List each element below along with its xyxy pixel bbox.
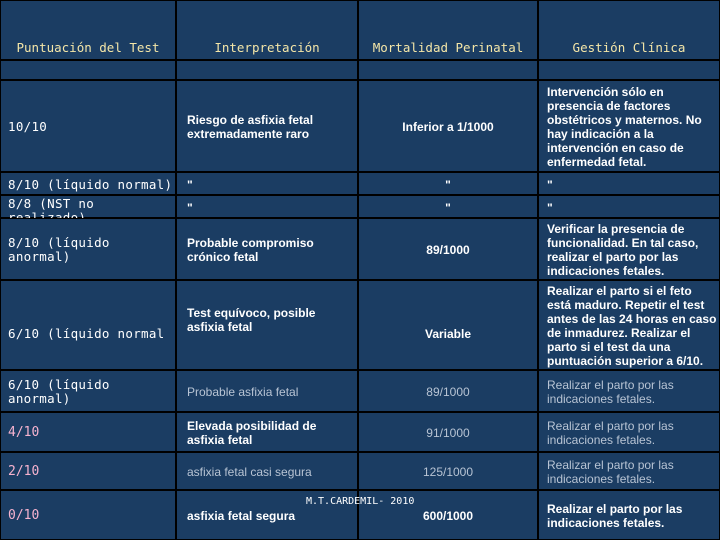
management-cell	[538, 412, 720, 452]
mortality-cell	[358, 172, 538, 195]
management-cell	[538, 172, 720, 195]
score-cell	[0, 218, 176, 280]
management-cell	[538, 80, 720, 172]
management-cell-text: Realizar el parto por las indicaciones fetales.	[547, 458, 674, 486]
management-cell-text: Intervención sólo en presencia de factores obstétricos y maternos. No hay indicación a la intervención en caso de enfermedad fetal.	[547, 85, 702, 169]
interpretation-cell	[176, 218, 358, 280]
management-cell	[538, 452, 720, 490]
management-cell	[538, 218, 720, 280]
score-cell-text: 8/10 (líquido normal)	[8, 176, 173, 192]
interpretation-cell-text: "	[187, 177, 193, 192]
header-mortality-label: Mortalidad Perinatal	[372, 40, 524, 55]
score-cell	[0, 280, 176, 370]
mortality-cell-text: "	[445, 177, 451, 192]
score-cell	[0, 195, 176, 218]
header-management	[538, 0, 720, 60]
mortality-cell	[358, 412, 538, 452]
score-cell	[0, 172, 176, 195]
header-score	[0, 0, 176, 60]
score-cell	[0, 412, 176, 452]
management-cell-text: Realizar el parto por las indicaciones fetales.	[547, 502, 683, 530]
score-cell-text: 0/10	[8, 508, 40, 523]
header-mortality	[358, 0, 538, 60]
interpretation-cell-text: asfixia fetal casi segura	[187, 465, 312, 479]
score-cell-text: 10/10	[8, 119, 48, 134]
mortality-cell-text: Inferior a 1/1000	[402, 120, 494, 134]
header-interpretation-label: Interpretación	[214, 40, 320, 55]
header-spacer	[358, 60, 538, 80]
score-cell-text: 8/8 (NST no	[8, 196, 95, 211]
mortality-cell-text: Variable	[424, 327, 472, 341]
score-cell-text: 4/10	[8, 425, 40, 440]
interpretation-cell-text: Test equívoco, posible asfixia fetal	[187, 306, 316, 334]
score-cell	[0, 490, 176, 540]
score-cell	[0, 80, 176, 172]
header-spacer	[538, 60, 720, 80]
interpretation-cell	[176, 195, 358, 218]
interpretation-cell-text: Probable compromiso crónico fetal	[187, 236, 314, 264]
mortality-cell	[358, 80, 538, 172]
management-cell	[538, 280, 720, 370]
header-interpretation	[176, 0, 358, 60]
score-cell-text: 2/10	[8, 464, 40, 479]
management-cell-text: "	[547, 177, 553, 192]
mortality-cell	[358, 452, 538, 490]
mortality-cell-text: 89/1000	[426, 243, 470, 257]
interpretation-cell	[176, 412, 358, 452]
mortality-cell-text: 125/1000	[422, 465, 474, 479]
mortality-cell-text: "	[445, 200, 451, 215]
header-management-label: Gestión Clínica	[572, 40, 686, 55]
score-cell	[0, 370, 176, 412]
mortality-cell-text: 89/1000	[426, 385, 470, 399]
interpretation-cell-text: asfixia fetal segura	[187, 509, 296, 523]
footer-credit: M.T.CARDEMIL- 2010	[306, 496, 415, 507]
score-cell	[0, 452, 176, 490]
score-cell-text: 6/10 (líquido anormal)	[8, 377, 110, 406]
mortality-cell	[358, 195, 538, 218]
management-cell-text: Realizar el parto si el feto está maduro. Repetir el test antes de las 24 horas en caso de inmadurez. Realizar el parto si el test da una puntuación superior a 6/10.	[547, 284, 717, 368]
interpretation-cell-text: Elevada posibilidad de asfixia fetal	[187, 419, 317, 447]
mortality-cell-text: 91/1000	[426, 426, 470, 440]
mortality-cell	[358, 218, 538, 280]
interpretation-cell	[176, 370, 358, 412]
mortality-cell-text: 600/1000	[422, 509, 474, 523]
header-spacer	[0, 60, 176, 80]
management-cell	[538, 195, 720, 218]
header-score-label: Puntuación del Test	[16, 40, 160, 55]
management-cell-text: Verificar la presencia de funcionalidad. En tal caso, realizar el parto por las indicaciones fetales.	[547, 222, 699, 278]
interpretation-cell	[176, 280, 358, 370]
management-cell	[538, 490, 720, 540]
score-cell-text: 6/10 (líquido normal	[8, 326, 165, 341]
management-cell-text: Realizar el parto por las indicaciones fetales.	[547, 378, 674, 406]
score-cell-text: 8/10 (líquido anormal)	[8, 235, 110, 264]
mortality-cell	[358, 280, 538, 370]
interpretation-cell	[176, 172, 358, 195]
interpretation-cell-text: Riesgo de asfixia fetal extremadamente raro	[187, 113, 314, 141]
interpretation-cell	[176, 452, 358, 490]
interpretation-cell-text: "	[187, 200, 193, 215]
management-cell	[538, 370, 720, 412]
interpretation-cell	[176, 80, 358, 172]
header-spacer	[176, 60, 358, 80]
mortality-cell	[358, 370, 538, 412]
management-cell-text: "	[547, 200, 553, 215]
management-cell-text: Realizar el parto por las indicaciones fetales.	[547, 419, 674, 447]
interpretation-cell-text: Probable asfixia fetal	[187, 385, 299, 399]
